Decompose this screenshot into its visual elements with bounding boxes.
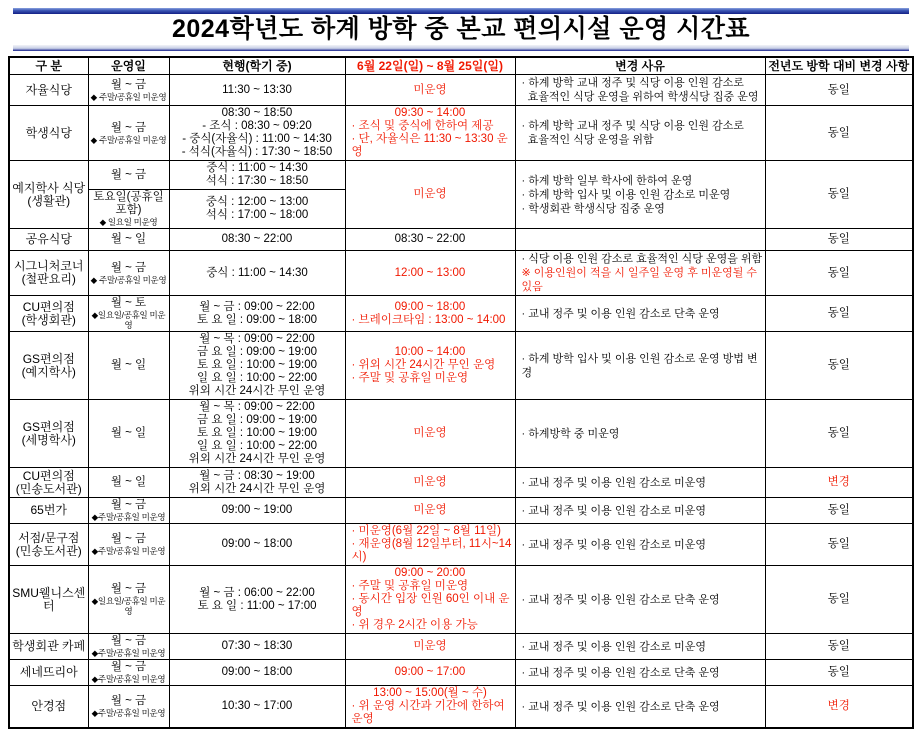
- operating-days-label: 월 ~ 일: [110, 359, 147, 371]
- current-hours-cell: [169, 332, 345, 400]
- vacation-hours-line: 13:00 ~ 15:00(월 ~ 수): [373, 687, 487, 699]
- current-hours-cell: [169, 106, 345, 161]
- operating-days-note: ◆주말/공휴일 미운영: [91, 512, 166, 522]
- prev-year-change-cell: [765, 498, 913, 524]
- change-reason-line: · 학생회관 학생식당 집중 운영: [521, 202, 665, 215]
- vacation-hours-cell: [345, 566, 515, 634]
- facility-name-cell: [9, 524, 88, 566]
- operating-days-note: ◆일요일/공휴일 미운영: [91, 596, 166, 616]
- vacation-hours-cell: [345, 106, 515, 161]
- table-row: [9, 251, 913, 296]
- facility-name-label: (학생회관): [21, 312, 76, 327]
- prev-year-change-label: 동일: [827, 640, 850, 652]
- facility-name-label: CU편의점: [22, 468, 75, 483]
- current-hours-cell: [169, 296, 345, 332]
- change-reason-line: · 교내 정주 및 이용 인원 감소로 미운영: [521, 538, 706, 551]
- table-row: [9, 400, 913, 468]
- prev-year-change-cell: [765, 524, 913, 566]
- current-hours-line: 금 요 일 : 09:00 ~ 19:00: [197, 414, 317, 426]
- vacation-hours-line: 미운영: [413, 83, 447, 96]
- vacation-hours-line: 08:30 ~ 22:00: [394, 233, 466, 245]
- current-hours-line: 월 ~ 금 : 06:00 ~ 22:00: [199, 586, 315, 599]
- prev-year-change-label: 동일: [827, 593, 850, 605]
- facility-name-label: (생활관): [27, 193, 71, 208]
- change-reason-cell: [515, 251, 765, 296]
- vacation-hours-line: 미운영: [413, 504, 447, 516]
- current-hours-cell: [169, 686, 345, 729]
- current-hours-cell: [169, 229, 345, 251]
- facility-name-label: 예지학사 식당: [12, 180, 86, 195]
- change-reason-line: · 교내 정주 및 이용 인원 감소로 미운영: [521, 640, 706, 653]
- column-header-0: 구 분: [9, 57, 88, 75]
- prev-year-change-cell: [765, 686, 913, 729]
- column-header-3: 6월 22일(일) ~ 8월 25일(일): [345, 57, 515, 75]
- operating-days-label: 월 ~ 금: [110, 168, 147, 181]
- current-hours-line: 월 ~ 금 : 09:00 ~ 22:00: [199, 300, 315, 313]
- operating-days-note: ◆ 일요일 미운영: [99, 217, 158, 227]
- vacation-hours-line: · 재운영(8월 12일부터, 11시~14시): [351, 538, 512, 563]
- change-reason-cell: [515, 75, 765, 106]
- current-hours-line: 중식 : 11:00 ~ 14:30: [206, 266, 308, 279]
- table-row: [9, 296, 913, 332]
- operating-days-label: 토요일(공휴일 포함): [93, 191, 164, 216]
- facility-name-cell: [9, 498, 88, 524]
- operating-days-cell: [88, 498, 169, 524]
- facility-name-label: 65번가: [30, 503, 68, 517]
- current-hours-line: 토 요 일 : 10:00 ~ 19:00: [197, 427, 317, 439]
- prev-year-change-cell: [765, 566, 913, 634]
- operating-days-cell: [88, 660, 169, 686]
- vacation-hours-line: · 위 경우 2시간 이용 가능: [351, 619, 478, 631]
- operating-days-label: 월 ~ 일: [110, 427, 147, 439]
- prev-year-change-cell: [765, 634, 913, 660]
- operating-days-note: ◆주말/공휴일 미운영: [91, 708, 166, 718]
- title-bottom-rule: [13, 45, 909, 51]
- vacation-hours-line: 미운영: [413, 640, 447, 652]
- facility-name-cell: [9, 468, 88, 498]
- vacation-hours-cell: [345, 251, 515, 296]
- current-hours-line: 월 ~ 금 : 08:30 ~ 19:00: [199, 469, 315, 482]
- prev-year-change-cell: [765, 296, 913, 332]
- current-hours-line: 위외 시간 24시간 무인 운영: [188, 385, 326, 397]
- current-hours-line: 일 요 일 : 10:00 ~ 22:00: [197, 440, 317, 452]
- change-reason-cell: [515, 566, 765, 634]
- table-row: [9, 161, 913, 190]
- table-row: [9, 686, 913, 729]
- facility-name-label: CU편의점: [22, 299, 75, 314]
- facility-name-label: 서점/문구점: [18, 530, 80, 545]
- operating-days-note: ◆ 주말/공휴일 미운영: [90, 134, 167, 145]
- current-hours-cell: [169, 468, 345, 498]
- change-reason-line: · 교내 정주 및 이용 인원 감소로 미운영: [521, 504, 706, 517]
- prev-year-change-cell: [765, 75, 913, 106]
- prev-year-change-cell: [765, 468, 913, 498]
- table-row: [9, 468, 913, 498]
- prev-year-change-label: 동일: [827, 83, 850, 96]
- vacation-hours-cell: [345, 296, 515, 332]
- vacation-hours-line: · 위 운영 시간과 기간에 한하여 운영: [351, 700, 505, 725]
- operating-days-note: ◆주말/공휴일 미운영: [91, 674, 166, 684]
- column-header-4: 변경 사유: [515, 57, 765, 75]
- facility-schedule-table: [8, 56, 914, 729]
- change-reason-cell: [515, 161, 765, 229]
- current-hours-line: 토 요 일 : 11:00 ~ 17:00: [197, 599, 317, 612]
- current-hours-line: 월 ~ 목 : 09:00 ~ 22:00: [199, 333, 315, 345]
- facility-name-cell: [9, 634, 88, 660]
- page-title: 2024학년도 하계 방학 중 본교 편의시설 운영 시간표: [171, 15, 751, 43]
- prev-year-change-cell: [765, 332, 913, 400]
- change-reason-line: · 교내 정주 및 이용 인원 감소로 미운영: [521, 476, 706, 489]
- prev-year-change-label: 동일: [827, 188, 850, 200]
- current-hours-line: 토 요 일 : 10:00 ~ 19:00: [197, 359, 317, 371]
- operating-days-note: ◆주말/공휴일 미운영: [91, 546, 166, 556]
- operating-days-cell: [88, 251, 169, 296]
- title-band: [0, 0, 920, 51]
- current-hours-line: 금 요 일 : 09:00 ~ 19:00: [197, 346, 317, 358]
- facility-name-label: 안경점: [31, 699, 67, 713]
- change-reason-cell: [515, 634, 765, 660]
- current-hours-line: 09:00 ~ 18:00: [221, 666, 293, 678]
- prev-year-change-cell: [765, 106, 913, 161]
- prev-year-change-label: 동일: [827, 307, 850, 319]
- facility-name-cell: [9, 251, 88, 296]
- facility-name-label: SMU웰니스센터: [12, 585, 86, 613]
- vacation-hours-cell: [345, 660, 515, 686]
- change-reason-cell: [515, 332, 765, 400]
- operating-days-label: 월 ~ 금: [110, 121, 147, 134]
- facility-name-cell: [9, 229, 88, 251]
- column-header-2: 현행(학기 중): [169, 57, 345, 75]
- change-reason-cell: [515, 296, 765, 332]
- operating-days-label: 월 ~ 금: [110, 261, 147, 274]
- current-hours-line: 08:30 ~ 22:00: [221, 233, 293, 245]
- change-reason-line: · 교내 정주 및 이용 인원 감소로 단축 운영: [521, 307, 720, 320]
- operating-days-cell: [88, 161, 169, 190]
- operating-days-cell: [88, 566, 169, 634]
- table-row: [9, 106, 913, 161]
- change-reason-line: · 식당 이용 인원 감소로 효율적인 식당 운영을 위함: [521, 253, 763, 265]
- table-row: [9, 566, 913, 634]
- current-hours-line: - 조식 : 08:30 ~ 09:20: [202, 120, 312, 132]
- prev-year-change-label: 동일: [827, 666, 850, 678]
- operating-days-note: ◆일요일/공휴일 미운영: [91, 310, 166, 330]
- operating-days-cell: [88, 229, 169, 251]
- prev-year-change-label: 변경: [827, 476, 850, 488]
- current-hours-line: 09:00 ~ 18:00: [221, 538, 293, 550]
- vacation-hours-line: · 단, 자율식은 11:30 ~ 13:30 운영: [351, 133, 508, 158]
- prev-year-change-label: 동일: [827, 359, 850, 371]
- change-reason-cell: [515, 468, 765, 498]
- prev-year-change-label: 동일: [827, 233, 850, 245]
- operating-days-cell: [88, 400, 169, 468]
- prev-year-change-cell: [765, 400, 913, 468]
- current-hours-line: - 중식(자율식) : 11:00 ~ 14:30: [182, 133, 332, 145]
- operating-days-cell: [88, 332, 169, 400]
- table-row: [9, 332, 913, 400]
- operating-days-note: ◆ 주말/공휴일 미운영: [90, 274, 167, 285]
- current-hours-line: 10:30 ~ 17:00: [221, 700, 293, 712]
- current-hours-cell: [169, 524, 345, 566]
- current-hours-cell: [169, 190, 345, 229]
- change-reason-line: · 교내 정주 및 이용 인원 감소로 단축 운영: [521, 666, 720, 679]
- current-hours-line: 석식 : 17:00 ~ 18:00: [205, 209, 309, 221]
- table-row: [9, 660, 913, 686]
- facility-name-label: (민송도서관): [15, 543, 82, 558]
- column-header-1: 운영일: [88, 57, 169, 75]
- facility-name-label: (철판요리): [21, 272, 76, 286]
- current-hours-cell: [169, 660, 345, 686]
- facility-name-cell: [9, 686, 88, 729]
- table-header-row: [9, 57, 913, 75]
- change-reason-line: ※ 이용인원이 적을 시 일주일 운영 후 미운영될 수 있음: [521, 267, 761, 293]
- vacation-hours-line: · 주말 및 공휴일 미운영: [351, 372, 469, 384]
- change-reason-cell: [515, 498, 765, 524]
- current-hours-line: 위외 시간 24시간 무인 운영: [188, 482, 326, 495]
- facility-name-cell: [9, 660, 88, 686]
- vacation-hours-cell: [345, 468, 515, 498]
- vacation-hours-cell: [345, 634, 515, 660]
- current-hours-cell: [169, 498, 345, 524]
- operating-days-cell: [88, 524, 169, 566]
- table-row: [9, 229, 913, 251]
- change-reason-line: · 하계방학 중 미운영: [521, 427, 620, 440]
- current-hours-cell: [169, 634, 345, 660]
- change-reason-line: · 하계 방학 입사 및 이용 인원 감소로 운영 방법 변경: [521, 352, 758, 379]
- vacation-hours-line: 09:00 ~ 17:00: [394, 666, 466, 678]
- current-hours-line: 08:30 ~ 18:50: [221, 107, 293, 119]
- operating-days-cell: [88, 686, 169, 729]
- change-reason-line: 효율적인 식당 운영을 위함: [521, 134, 654, 146]
- operating-days-label: 월 ~ 토: [110, 297, 147, 309]
- vacation-hours-line: · 동시간 입장 인원 60인 이내 운영: [351, 593, 510, 618]
- operating-days-label: 월 ~ 일: [110, 476, 147, 488]
- vacation-hours-cell: [345, 161, 515, 229]
- change-reason-cell: [515, 524, 765, 566]
- facility-name-label: GS편의점: [22, 419, 75, 434]
- operating-days-cell: [88, 296, 169, 332]
- change-reason-line: · 하계 방학 교내 정주 및 식당 이용 인원 감소로: [521, 77, 744, 89]
- operating-days-cell: [88, 468, 169, 498]
- prev-year-change-label: 변경: [827, 700, 850, 712]
- change-reason-line: · 하계 방학 일부 학사에 한하여 운영: [521, 174, 693, 187]
- table-row: [9, 524, 913, 566]
- current-hours-line: 위외 시간 24시간 무인 운영: [188, 453, 326, 465]
- prev-year-change-cell: [765, 660, 913, 686]
- change-reason-line: · 하계 방학 입사 및 이용 인원 감소로 미운영: [521, 188, 731, 201]
- operating-days-label: 월 ~ 금: [110, 533, 147, 545]
- prev-year-change-label: 동일: [827, 538, 850, 550]
- facility-name-label: 학생식당: [25, 125, 72, 140]
- operating-days-label: 월 ~ 금: [110, 499, 147, 511]
- current-hours-cell: [169, 251, 345, 296]
- facility-name-cell: [9, 75, 88, 106]
- current-hours-line: 토 요 일 : 09:00 ~ 18:00: [197, 313, 317, 326]
- operating-days-cell: [88, 634, 169, 660]
- current-hours-line: 석식 : 17:30 ~ 18:50: [205, 175, 309, 187]
- vacation-hours-line: 09:00 ~ 18:00: [394, 300, 466, 313]
- vacation-hours-cell: [345, 75, 515, 106]
- vacation-hours-cell: [345, 498, 515, 524]
- vacation-hours-line: · 위외 시간 24시간 무인 운영: [351, 359, 496, 371]
- current-hours-line: 중식 : 12:00 ~ 13:00: [205, 196, 309, 208]
- prev-year-change-label: 동일: [827, 266, 850, 279]
- vacation-hours-line: · 조식 및 중식에 한하여 제공: [351, 120, 494, 132]
- facility-name-cell: [9, 106, 88, 161]
- vacation-hours-line: 10:00 ~ 14:00: [394, 346, 466, 358]
- current-hours-line: 11:30 ~ 13:30: [222, 83, 292, 96]
- current-hours-line: 일 요 일 : 10:00 ~ 22:00: [197, 372, 317, 384]
- change-reason-cell: [515, 400, 765, 468]
- facility-name-cell: [9, 296, 88, 332]
- current-hours-cell: [169, 75, 345, 106]
- change-reason-cell: [515, 686, 765, 729]
- vacation-hours-cell: [345, 229, 515, 251]
- vacation-hours-cell: [345, 332, 515, 400]
- vacation-hours-line: 09:00 ~ 20:00: [394, 567, 466, 579]
- facility-name-cell: [9, 400, 88, 468]
- facility-name-label: GS편의점: [22, 351, 75, 366]
- vacation-hours-cell: [345, 686, 515, 729]
- facility-name-label: 세네뜨리아: [19, 665, 78, 679]
- current-hours-line: 중식 : 11:00 ~ 14:30: [206, 162, 308, 174]
- prev-year-change-cell: [765, 161, 913, 229]
- table-row: [9, 75, 913, 106]
- operating-days-cell: [88, 190, 169, 229]
- prev-year-change-cell: [765, 229, 913, 251]
- facility-name-cell: [9, 161, 88, 229]
- prev-year-change-label: 동일: [827, 504, 850, 516]
- vacation-hours-line: 미운영: [413, 427, 447, 439]
- operating-days-label: 월 ~ 일: [110, 233, 147, 245]
- change-reason-cell: [515, 106, 765, 161]
- vacation-hours-line: · 미운영(6월 22일 ~ 8월 11일): [351, 525, 501, 537]
- facility-name-label: 시그니처코너: [13, 259, 84, 273]
- current-hours-line: - 석식(자율식) : 17:30 ~ 18:50: [181, 146, 333, 158]
- prev-year-change-label: 동일: [827, 126, 850, 139]
- vacation-hours-line: 12:00 ~ 13:00: [394, 266, 466, 279]
- prev-year-change-label: 동일: [827, 427, 850, 439]
- change-reason-line: · 하계 방학 교내 정주 및 식당 이용 인원 감소로: [521, 120, 744, 132]
- operating-days-label: 월 ~ 금: [110, 695, 147, 707]
- table-row: [9, 634, 913, 660]
- vacation-hours-line: · 주말 및 공휴일 미운영: [351, 580, 469, 592]
- operating-days-note: ◆ 주말/공휴일 미운영: [90, 91, 167, 102]
- change-reason-cell: [515, 229, 765, 251]
- vacation-hours-line: 미운영: [413, 476, 447, 488]
- change-reason-line: · 교내 정주 및 이용 인원 감소로 단축 운영: [521, 700, 720, 713]
- operating-days-label: 월 ~ 금: [110, 583, 147, 595]
- operating-days-label: 월 ~ 금: [110, 635, 147, 647]
- operating-days-cell: [88, 75, 169, 106]
- current-hours-cell: [169, 161, 345, 190]
- current-hours-line: 09:00 ~ 19:00: [221, 504, 293, 516]
- vacation-hours-line: 미운영: [413, 188, 447, 200]
- operating-days-note: ◆주말/공휴일 미운영: [91, 648, 166, 658]
- facility-name-label: 공유식당: [25, 232, 72, 246]
- operating-days-label: 월 ~ 금: [110, 661, 147, 673]
- operating-days-label: 월 ~ 금: [110, 78, 147, 91]
- prev-year-change-cell: [765, 251, 913, 296]
- current-hours-line: 07:30 ~ 18:30: [221, 640, 293, 652]
- facility-name-label: (예지학사): [21, 364, 76, 379]
- column-header-5: 전년도 방학 대비 변경 사항: [765, 57, 913, 75]
- facility-name-cell: [9, 332, 88, 400]
- facility-name-label: (민송도서관): [15, 481, 82, 496]
- operating-days-cell: [88, 106, 169, 161]
- vacation-hours-line: · 브레이크타임 : 13:00 ~ 14:00: [351, 313, 506, 326]
- table-row: [9, 498, 913, 524]
- facility-name-label: (세명학사): [21, 432, 76, 447]
- current-hours-line: 월 ~ 목 : 09:00 ~ 22:00: [199, 401, 315, 413]
- facility-name-label: 자율식당: [25, 82, 72, 97]
- facility-name-cell: [9, 566, 88, 634]
- change-reason-line: 효율적인 식당 운영을 위하여 학생식당 집중 운영: [521, 91, 759, 103]
- current-hours-cell: [169, 400, 345, 468]
- current-hours-cell: [169, 566, 345, 634]
- vacation-hours-line: 09:30 ~ 14:00: [394, 107, 466, 119]
- vacation-hours-cell: [345, 524, 515, 566]
- vacation-hours-cell: [345, 400, 515, 468]
- facility-name-label: 학생회관 카페: [12, 639, 86, 653]
- change-reason-cell: [515, 660, 765, 686]
- change-reason-line: · 교내 정주 및 이용 인원 감소로 단축 운영: [521, 593, 720, 606]
